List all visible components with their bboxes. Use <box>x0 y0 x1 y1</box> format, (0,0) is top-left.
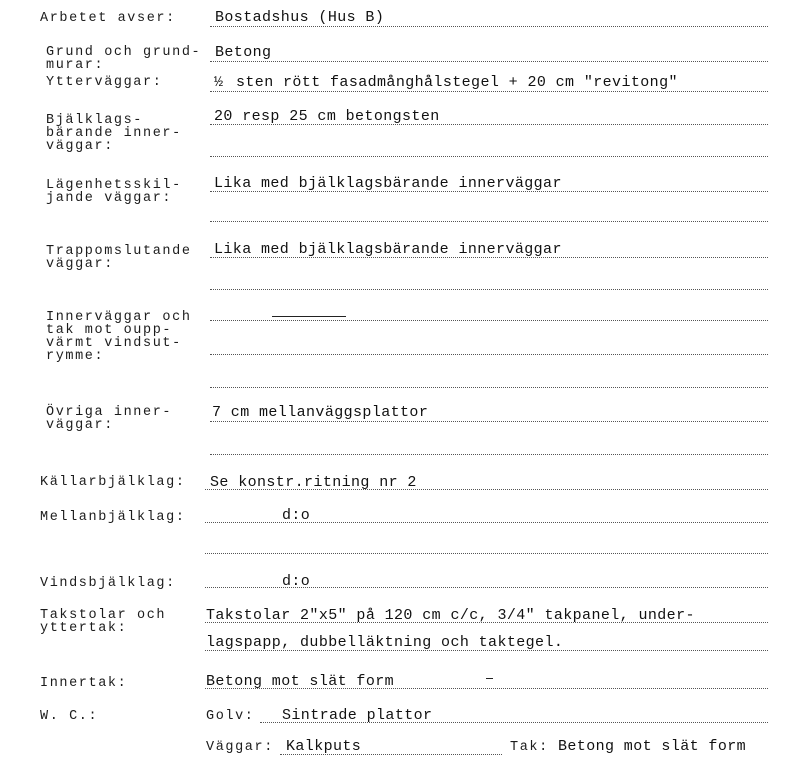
dotted-line <box>205 587 768 588</box>
dotted-line <box>210 257 768 258</box>
dotted-line <box>210 156 768 157</box>
dotted-line <box>210 191 768 192</box>
label-innertak: Innertak: <box>40 676 128 691</box>
dotted-line <box>210 387 768 388</box>
dotted-line <box>205 489 768 490</box>
value-grund: Betong <box>215 44 272 61</box>
dotted-line <box>205 553 768 554</box>
dotted-line <box>260 722 768 723</box>
value-arbetet-avser: Bostadshus (Hus B) <box>215 9 385 26</box>
dash-mark <box>272 316 346 317</box>
label-innervaggar-tak: Innerväggar och tak mot oupp- värmt vindsut- rymme: <box>46 310 192 364</box>
dotted-line <box>210 354 768 355</box>
dotted-line <box>280 754 502 755</box>
dotted-line <box>205 688 768 689</box>
label-bjalklagsbarande: Bjälklags- bärande inner- väggar: <box>46 113 182 154</box>
value-bjalklagsbarande: 20 resp 25 cm betongsten <box>214 108 440 125</box>
dotted-line <box>205 622 768 623</box>
value-takstolar-line1: Takstolar 2"x5" på 120 cm c/c, 3/4" takpanel, under- <box>206 607 695 624</box>
value-mellanbjalklag: d:o <box>282 507 311 524</box>
label-lagenhetsskiljande: Lägenhetsskil- jande väggar: <box>46 178 182 206</box>
label-wc-golv: Golv: <box>206 709 255 724</box>
label-wc-tak: Tak: <box>510 740 549 755</box>
dotted-line <box>210 221 768 222</box>
label-mellanbjalklag: Mellanbjälklag: <box>40 510 186 525</box>
value-trappomslutande: Lika med bjälklagsbärande innerväggar <box>214 241 562 258</box>
label-yttervaggar: Ytterväggar: <box>46 75 163 90</box>
value-yttervaggar: sten rött fasadmånghålstegel + 20 cm "revitong" <box>236 74 678 91</box>
label-arbetet-avser: Arbetet avser: <box>40 11 176 26</box>
dotted-line <box>210 289 768 290</box>
dotted-line <box>210 124 768 125</box>
value-wc-vaggar: Kalkputs <box>286 738 362 755</box>
label-takstolar: Takstolar och yttertak: <box>40 608 167 636</box>
label-grund: Grund och grund- murar: <box>46 45 202 73</box>
value-wc-golv: Sintrade plattor <box>282 707 433 724</box>
value-yttervaggar-fraction: ½ <box>214 74 224 91</box>
label-wc-vaggar: Väggar: <box>206 740 274 755</box>
label-vindsbjalklag: Vindsbjälklag: <box>40 576 176 591</box>
value-kallarbjalklag: Se konstr.ritning nr 2 <box>210 474 417 491</box>
dotted-line <box>205 650 768 651</box>
label-trappomslutande: Trappomslutande väggar: <box>46 244 192 272</box>
dotted-line <box>205 522 768 523</box>
label-ovriga-innervaggar: Övriga inner- väggar: <box>46 405 173 433</box>
label-kallarbjalklag: Källarbjälklag: <box>40 475 186 490</box>
value-wc-tak: Betong mot slät form <box>558 738 747 755</box>
value-ovriga-innervaggar: 7 cm mellanväggsplattor <box>212 404 429 421</box>
dotted-line <box>210 91 768 92</box>
value-vindsbjalklag: d:o <box>282 573 311 590</box>
dash-mark <box>486 678 493 679</box>
dotted-line <box>210 26 768 27</box>
label-wc: W. C.: <box>40 709 99 724</box>
dotted-line <box>210 320 768 321</box>
value-innertak: Betong mot slät form <box>206 673 395 690</box>
value-takstolar-line2: lagspapp, dubbelläktning och taktegel. <box>206 634 564 651</box>
dotted-line <box>210 454 768 455</box>
value-lagenhetsskiljande: Lika med bjälklagsbärande innerväggar <box>214 175 562 192</box>
dotted-line <box>210 61 768 62</box>
dotted-line <box>210 421 768 422</box>
